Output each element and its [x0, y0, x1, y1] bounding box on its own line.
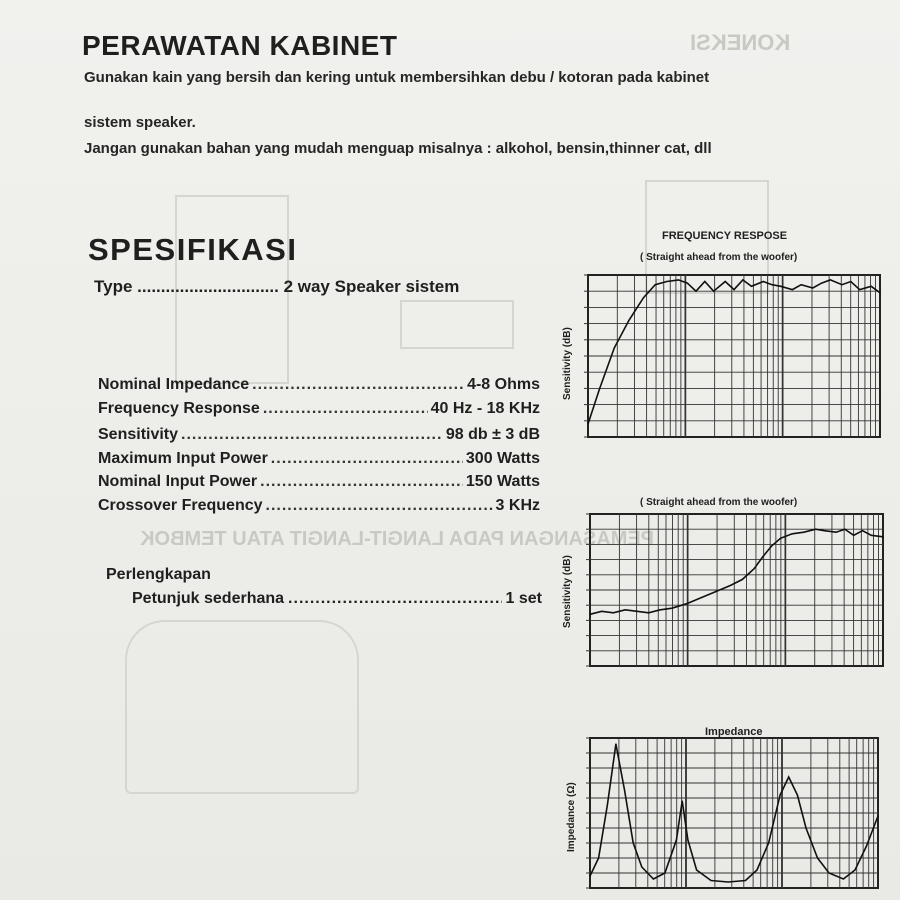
spec-type-row [94, 277, 459, 297]
spec-value: 150 Watts [465, 473, 540, 490]
data-point [803, 532, 804, 533]
data-point [687, 283, 688, 284]
spec-row-impedance [98, 376, 540, 394]
response-chart-2 [590, 514, 883, 666]
data-point [792, 533, 793, 534]
spec-row-sensitivity [98, 426, 540, 444]
data-point [742, 579, 743, 580]
data-point [742, 279, 743, 280]
data-point [682, 800, 683, 801]
data-point [660, 609, 661, 610]
care-heading: PERAWATAN KABINET [82, 30, 398, 61]
leader-dots [252, 376, 464, 394]
bleed-through-figure [400, 300, 514, 349]
freq-chart-title: FREQUENCY RESPOSE [662, 230, 788, 242]
accessories-item-label: Petunjuk sederhana [132, 590, 285, 607]
spec-row-frequency [98, 400, 540, 418]
bleed-through-figure [125, 620, 359, 794]
data-point [615, 743, 616, 744]
data-point [828, 872, 829, 873]
data-point [696, 869, 697, 870]
second-chart-subtitle: ( Straight ahead from the woofer) [640, 497, 798, 508]
data-point [753, 568, 754, 569]
spec-label: Sensitivity [98, 426, 179, 443]
data-point [733, 289, 734, 290]
spec-value: 98 db ± 3 dB [445, 426, 540, 443]
data-point [859, 289, 860, 290]
data-point [598, 857, 599, 858]
bleed-through-heading: PEMASANGAN PADA LANGIT-LANGIT ATAU TEMBOK [140, 528, 655, 550]
impedance-chart-ylabel: Impedance (Ω) [566, 782, 577, 852]
care-text-line-3: Jangan gunakan bahan yang mudah menguap misalnya : alkohol, bensin,thinner cat, dll [84, 140, 712, 157]
data-point [589, 614, 590, 615]
spec-row-crossover [98, 497, 540, 515]
data-point [866, 845, 867, 846]
data-point [599, 388, 600, 389]
data-point [641, 866, 642, 867]
care-text-line-1: Gunakan kain yang bersih dan kering untuk membersihkan debu / kotoran pada kabinet [84, 69, 710, 86]
data-point [624, 790, 625, 791]
data-point [843, 878, 844, 879]
spec-type-value: 2 way Speaker sistem [283, 277, 460, 296]
second-chart-ylabel: Sensitivity (dB) [562, 555, 573, 628]
data-point [636, 611, 637, 612]
leader-dots [260, 473, 463, 491]
data-point [633, 842, 634, 843]
spec-label: Nominal Impedance [98, 376, 250, 393]
leader-dots [263, 400, 428, 418]
data-point [678, 279, 679, 280]
data-point [763, 281, 764, 282]
data-point [792, 289, 793, 290]
data-point [879, 292, 880, 293]
data-point [701, 597, 702, 598]
data-point [643, 297, 644, 298]
care-text-line-2: sistem speaker. [84, 114, 196, 131]
data-point [780, 538, 781, 539]
data-point [854, 869, 855, 870]
spec-value: 3 KHz [495, 497, 540, 514]
spec-label: Nominal Input Power [98, 473, 258, 490]
data-point [756, 869, 757, 870]
data-point [817, 857, 818, 858]
spec-label: Frequency Response [98, 400, 260, 417]
data-point [768, 842, 769, 843]
data-point [664, 872, 665, 873]
spec-label: Crossover Frequency [98, 497, 263, 514]
leader-dots [288, 590, 501, 608]
data-point [762, 556, 763, 557]
data-point [780, 286, 781, 287]
bleed-through-heading: KONEKSI [690, 30, 791, 55]
data-point [614, 347, 615, 348]
data-point [710, 880, 711, 881]
data-point [853, 535, 854, 536]
data-point [836, 532, 837, 533]
spec-row-max-power [98, 450, 540, 468]
data-point [587, 423, 588, 424]
data-point [844, 529, 845, 530]
data-point [805, 827, 806, 828]
data-point [589, 875, 590, 876]
spec-value: 40 Hz - 18 KHz [430, 400, 540, 417]
data-point [613, 612, 614, 613]
spec-heading: SPESIFIKASI [88, 232, 298, 267]
frequency-response-chart [588, 275, 880, 437]
data-point [671, 608, 672, 609]
data-point [695, 291, 696, 292]
data-point [830, 279, 831, 280]
freq-chart-ylabel: Sensitivity (dB) [562, 327, 573, 400]
spec-type-label: Type [94, 277, 133, 296]
data-point [882, 536, 883, 537]
data-point [877, 815, 878, 816]
data-point [715, 591, 716, 592]
data-point [666, 281, 667, 282]
data-point [824, 530, 825, 531]
data-point [862, 530, 863, 531]
data-point [871, 535, 872, 536]
data-point [812, 287, 813, 288]
data-point [676, 839, 677, 840]
accessories-heading: Perlengkapan [106, 566, 211, 583]
data-point [771, 545, 772, 546]
data-point [821, 283, 822, 284]
data-point [745, 880, 746, 881]
spec-type-dots: .............................. [137, 277, 284, 296]
leader-dots [271, 450, 463, 468]
data-point [687, 839, 688, 840]
data-point [815, 529, 816, 530]
data-point [713, 291, 714, 292]
data-point [801, 284, 802, 285]
data-point [788, 776, 789, 777]
data-point [850, 281, 851, 282]
data-point [628, 320, 629, 321]
accessories-row [132, 590, 542, 608]
data-point [779, 794, 780, 795]
series-line [588, 280, 880, 424]
data-point [655, 284, 656, 285]
spec-value: 300 Watts [465, 450, 540, 467]
data-point [771, 284, 772, 285]
data-point [751, 286, 752, 287]
freq-chart-subtitle: ( Straight ahead from the woofer) [640, 252, 798, 263]
data-point [704, 281, 705, 282]
impedance-chart [590, 738, 878, 888]
series-line [590, 529, 883, 614]
spec-row-nominal-power [98, 473, 540, 491]
leader-dots [266, 497, 493, 515]
data-point [601, 611, 602, 612]
data-point [686, 603, 687, 604]
spec-label: Maximum Input Power [98, 450, 268, 467]
data-point [730, 585, 731, 586]
data-point [607, 805, 608, 806]
data-point [625, 609, 626, 610]
data-point [797, 794, 798, 795]
leader-dots [181, 426, 443, 444]
spec-value: 4-8 Ohms [467, 376, 540, 393]
impedance-chart-title: Impedance [705, 726, 763, 738]
data-point [648, 612, 649, 613]
data-point [725, 281, 726, 282]
data-point [728, 881, 729, 882]
data-point [653, 878, 654, 879]
accessories-item-value: 1 set [505, 590, 542, 607]
data-point [841, 284, 842, 285]
data-point [871, 286, 872, 287]
